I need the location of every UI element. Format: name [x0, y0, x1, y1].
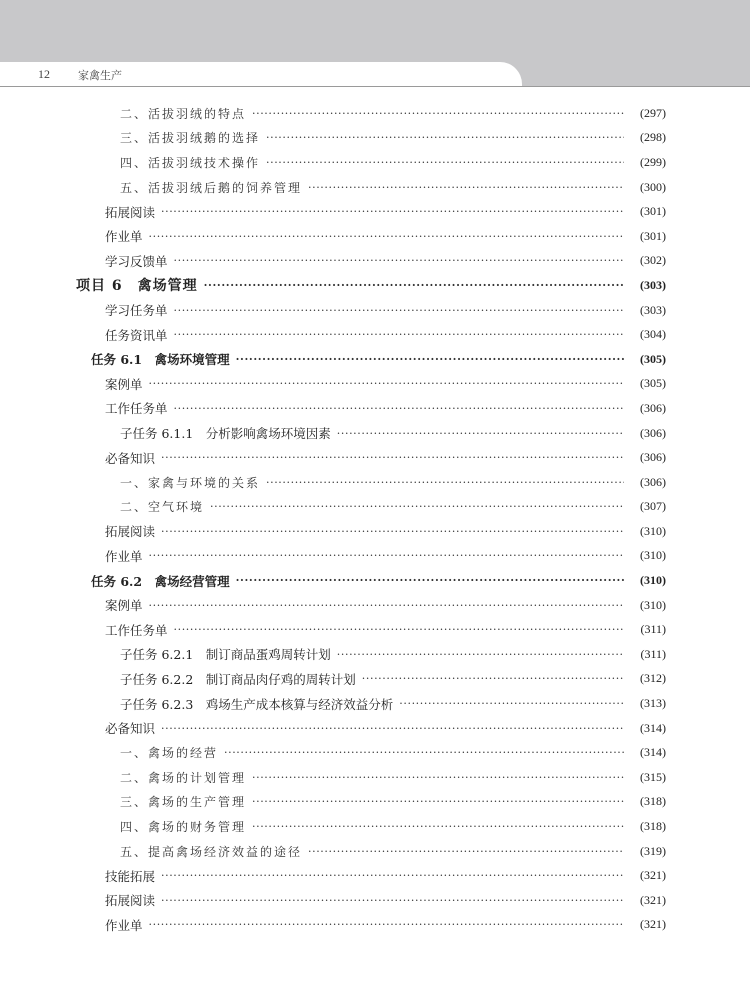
toc-entry[interactable]: [0, 199, 750, 224]
dot-leader: [266, 131, 624, 144]
toc-entry[interactable]: [0, 421, 750, 446]
toc-entry-page: (312): [640, 671, 666, 686]
dot-leader: [149, 549, 624, 562]
toc-entry-title: 任务 6.1 禽场环境管理: [91, 352, 230, 368]
dot-leader: [161, 451, 624, 464]
toc-entry[interactable]: [0, 593, 750, 618]
toc-entry-title: 五、活拔羽绒后鹅的饲养管理: [120, 180, 303, 195]
toc-entry-title: 三、活拔羽绒鹅的选择: [120, 131, 261, 146]
toc-entry-title: 子任务 6.2.3 鸡场生产成本核算与经济效益分析: [120, 696, 394, 712]
dot-leader: [252, 795, 624, 808]
dot-leader: [399, 697, 624, 710]
dot-leader: [362, 672, 624, 685]
dot-leader: [174, 328, 624, 341]
toc-entry-page: (311): [640, 622, 666, 637]
dot-leader: [252, 107, 624, 120]
toc-entry-page: (298): [640, 130, 666, 145]
toc-entry[interactable]: [0, 101, 750, 126]
toc-entry[interactable]: [0, 814, 750, 839]
dot-leader: [266, 156, 624, 169]
toc-entry-page: (318): [640, 794, 666, 809]
table-of-contents: [0, 101, 750, 937]
toc-entry-page: (306): [640, 450, 666, 465]
toc-entry[interactable]: [0, 642, 750, 667]
toc-entry-title: 作业单: [105, 917, 143, 933]
toc-entry-page: (321): [640, 917, 666, 932]
dot-leader: [236, 574, 624, 587]
toc-entry-title: 项目 6 禽场管理: [76, 278, 198, 295]
toc-entry-title: 拓展阅读: [105, 524, 156, 540]
toc-entry-title: 工作任务单: [105, 401, 168, 417]
toc-entry-title: 必备知识: [105, 450, 156, 466]
toc-entry-title: 案例单: [105, 598, 143, 614]
toc-entry[interactable]: [0, 224, 750, 249]
dot-leader: [149, 599, 624, 612]
toc-entry[interactable]: [0, 372, 750, 397]
toc-entry[interactable]: [0, 347, 750, 372]
dot-leader: [308, 845, 624, 858]
dot-leader: [174, 402, 624, 415]
toc-entry-title: 一、禽场的经营: [120, 746, 219, 761]
toc-entry-title: 二、空气环境: [120, 500, 205, 515]
toc-entry-title: 任务 6.2 禽场经营管理: [91, 573, 230, 589]
toc-entry-title: 一、家禽与环境的关系: [120, 475, 261, 490]
toc-entry-title: 作业单: [105, 548, 143, 564]
toc-entry-page: (301): [640, 204, 666, 219]
toc-entry-page: (299): [640, 154, 666, 169]
toc-entry[interactable]: [0, 445, 750, 470]
toc-entry[interactable]: [0, 544, 750, 569]
toc-entry[interactable]: [0, 249, 750, 274]
toc-entry[interactable]: [0, 740, 750, 765]
toc-entry[interactable]: [0, 765, 750, 790]
toc-entry-title: 四、禽场的财务管理: [120, 820, 247, 835]
toc-entry[interactable]: [0, 691, 750, 716]
dot-leader: [174, 623, 624, 636]
toc-entry[interactable]: [0, 617, 750, 642]
dot-leader: [204, 279, 624, 292]
toc-entry-page: (314): [640, 720, 666, 735]
dot-leader: [174, 304, 624, 317]
toc-entry-page: (319): [640, 843, 666, 858]
toc-entry-page: (315): [640, 769, 666, 784]
toc-entry-page: (310): [640, 597, 666, 612]
toc-entry-title: 技能拓展: [105, 868, 156, 884]
toc-entry[interactable]: [0, 175, 750, 200]
dot-leader: [337, 648, 624, 661]
dot-leader: [210, 500, 624, 513]
toc-entry-title: 子任务 6.2.1 制订商品蛋鸡周转计划: [120, 647, 331, 663]
toc-entry[interactable]: [0, 298, 750, 323]
toc-entry-title: 拓展阅读: [105, 204, 156, 220]
toc-entry-title: 任务资讯单: [105, 327, 168, 343]
toc-entry-page: (311): [640, 646, 666, 661]
header-rule: [0, 86, 750, 87]
toc-entry[interactable]: [0, 863, 750, 888]
dot-leader: [337, 427, 624, 440]
toc-entry-page: (306): [640, 474, 666, 489]
toc-entry[interactable]: [0, 322, 750, 347]
toc-entry-title: 学习任务单: [105, 303, 168, 319]
page-number: 12: [38, 67, 50, 81]
dot-leader: [236, 353, 624, 366]
toc-entry-title: 四、活拔羽绒技术操作: [120, 155, 261, 170]
dot-leader: [252, 771, 624, 784]
toc-entry-title: 二、活拔羽绒的特点: [120, 106, 247, 121]
toc-entry-page: (310): [640, 573, 666, 588]
toc-entry-title: 子任务 6.1.1 分析影响禽场环境因素: [120, 426, 331, 442]
toc-entry-page: (310): [640, 548, 666, 563]
toc-entry[interactable]: [0, 273, 750, 298]
toc-entry-page: (313): [640, 696, 666, 711]
toc-entry-title: 案例单: [105, 376, 143, 392]
toc-entry-title: 必备知识: [105, 721, 156, 737]
toc-entry-page: (306): [640, 425, 666, 440]
toc-entry-page: (318): [640, 819, 666, 834]
toc-entry-page: (302): [640, 253, 666, 268]
dot-leader: [161, 525, 624, 538]
dot-leader: [252, 820, 624, 833]
toc-entry[interactable]: [0, 716, 750, 741]
toc-entry[interactable]: [0, 913, 750, 938]
dot-leader: [161, 894, 624, 907]
dot-leader: [149, 230, 624, 243]
toc-entry[interactable]: [0, 839, 750, 864]
toc-entry-page: (305): [640, 376, 666, 391]
toc-entry[interactable]: [0, 150, 750, 175]
toc-entry[interactable]: [0, 126, 750, 151]
toc-entry-page: (314): [640, 745, 666, 760]
toc-entry-title: 拓展阅读: [105, 893, 156, 909]
dot-leader: [266, 476, 624, 489]
toc-entry-page: (300): [640, 179, 666, 194]
dot-leader: [161, 205, 624, 218]
toc-entry-page: (321): [640, 892, 666, 907]
toc-entry-title: 五、提高禽场经济效益的途径: [120, 844, 303, 859]
dot-leader: [149, 918, 624, 931]
toc-entry-title: 作业单: [105, 229, 143, 245]
toc-entry[interactable]: [0, 519, 750, 544]
dot-leader: [161, 722, 624, 735]
toc-entry-page: (306): [640, 400, 666, 415]
toc-entry-page: (303): [640, 277, 666, 292]
toc-entry[interactable]: [0, 396, 750, 421]
toc-entry[interactable]: [0, 790, 750, 815]
dot-leader: [149, 377, 624, 390]
toc-entry[interactable]: [0, 495, 750, 520]
toc-entry[interactable]: [0, 568, 750, 593]
dot-leader: [174, 254, 624, 267]
toc-entry-page: (301): [640, 228, 666, 243]
toc-entry-title: 学习反馈单: [105, 253, 168, 269]
toc-entry-title: 工作任务单: [105, 622, 168, 638]
toc-entry-title: 二、禽场的计划管理: [120, 770, 247, 785]
toc-entry-page: (297): [640, 105, 666, 120]
toc-entry-page: (304): [640, 327, 666, 342]
toc-entry-page: (305): [640, 351, 666, 366]
running-title: 家禽生产: [78, 69, 122, 82]
toc-entry-page: (321): [640, 868, 666, 883]
toc-entry[interactable]: [0, 888, 750, 913]
dot-leader: [161, 869, 624, 882]
dot-leader: [308, 181, 624, 194]
toc-entry-page: (310): [640, 523, 666, 538]
toc-entry[interactable]: [0, 667, 750, 692]
toc-entry-page: (303): [640, 302, 666, 317]
toc-entry-title: 三、禽场的生产管理: [120, 795, 247, 810]
toc-entry[interactable]: [0, 470, 750, 495]
dot-leader: [224, 746, 624, 759]
toc-entry-page: (307): [640, 499, 666, 514]
toc-entry-title: 子任务 6.2.2 制订商品肉仔鸡的周转计划: [120, 671, 356, 687]
